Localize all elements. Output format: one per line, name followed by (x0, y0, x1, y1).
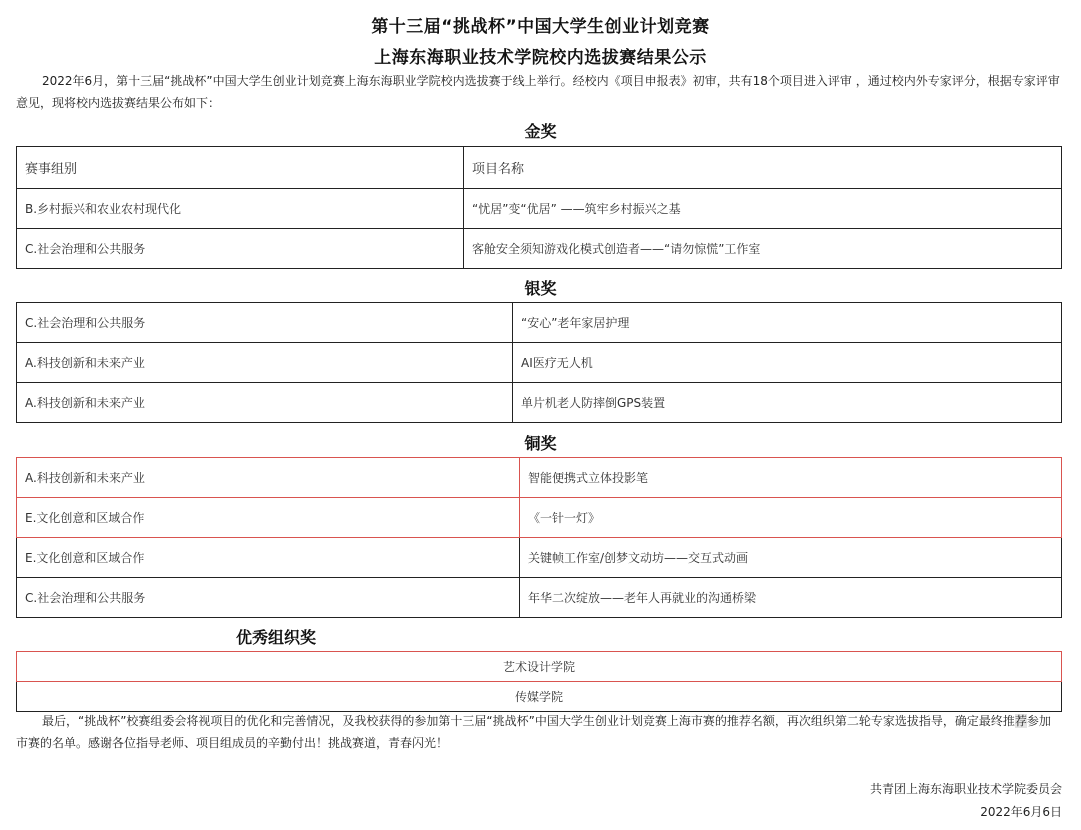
table-row (17, 498, 1062, 538)
page-title-line2: 上海东海职业技术学院校内选拔赛结果公示 (374, 48, 707, 68)
silver-award-table (16, 302, 1062, 423)
gold-award-heading: 金奖 (524, 122, 557, 141)
table-row (17, 652, 1062, 682)
page-title-line1: 第十三届“挑战杯”中国大学生创业计划竞赛 (371, 17, 710, 37)
closing-text-part1: 最后，“挑战杯”校赛组委会将视项目的优化和完善情况，及我校获得的参加第十三届“挑战杯”中国大学生创业计划竞赛上海市赛的推荐名额，再次组织第二轮专家选拔指导，确定最终推 (42, 714, 1015, 728)
signature-date: 2022年6月6日 (980, 805, 1062, 819)
table-row (17, 303, 1062, 343)
project-cell: 智能便携式立体投影笔 (520, 458, 1062, 498)
project-cell: 关键帧工作室/创梦文动坊——交互式动画 (520, 538, 1062, 578)
category-cell: E.文化创意和区域合作 (17, 498, 520, 538)
table-row (17, 682, 1062, 712)
excellent-org-table (16, 651, 1062, 712)
project-cell: AI医疗无人机 (513, 343, 1062, 383)
table-row (17, 189, 1062, 229)
project-cell: “安心”老年家居护理 (513, 303, 1062, 343)
category-cell: E.文化创意和区域合作 (17, 538, 520, 578)
table-row (17, 229, 1062, 269)
bronze-award-heading: 铜奖 (524, 434, 557, 453)
college-cell: 传媒学院 (17, 682, 1062, 712)
closing-paragraph (16, 710, 1062, 754)
gold-award-table (16, 146, 1062, 269)
closing-text-part2: 参加市赛的名单。感谢各位指导老师、项目组成员的辛勤付出！挑战赛道，青春闪光！ (16, 714, 1051, 750)
table-header-row (17, 147, 1062, 189)
signature-organization: 共青团上海东海职业技术学院委员会 (869, 782, 1062, 796)
intro-paragraph: 2022年6月，第十三届“挑战杯”中国大学生创业计划竞赛上海东海职业学院校内选拔赛于线上举行。经校内《项目申报表》初审，共有18个项目进入评审 ，通过校内外专家评分，根据专家评审意见，现将校内选拔赛结果公布如下： (16, 74, 1060, 110)
category-cell: C.社会治理和公共服务 (17, 229, 464, 269)
table-row (17, 538, 1062, 578)
category-cell: A.科技创新和未来产业 (17, 458, 520, 498)
category-cell: C.社会治理和公共服务 (17, 578, 520, 618)
project-cell: 客舱安全须知游戏化模式创造者——“请勿惊慌”工作室 (464, 229, 1062, 269)
project-cell: 单片机老人防摔倒GPS装置 (513, 383, 1062, 423)
project-cell: 年华二次绽放——老年人再就业的沟通桥梁 (520, 578, 1062, 618)
project-cell: 《一针一灯》 (520, 498, 1062, 538)
category-cell: C.社会治理和公共服务 (17, 303, 513, 343)
silver-award-heading: 银奖 (524, 279, 557, 298)
bronze-award-table (16, 457, 1062, 618)
header-project: 项目名称 (464, 147, 1062, 189)
project-cell: “忧居”变“优居” ——筑牢乡村振兴之基 (464, 189, 1062, 229)
table-row (17, 578, 1062, 618)
excellent-org-heading: 优秀组织奖 (236, 628, 317, 647)
category-cell: A.科技创新和未来产业 (17, 383, 513, 423)
table-row (17, 458, 1062, 498)
category-cell: A.科技创新和未来产业 (17, 343, 513, 383)
category-cell: B.乡村振兴和农业农村现代化 (17, 189, 464, 229)
table-row (17, 383, 1062, 423)
table-row (17, 343, 1062, 383)
header-category: 赛事组别 (17, 147, 464, 189)
selected-character: 荐 (1014, 714, 1027, 728)
college-cell: 艺术设计学院 (17, 652, 1062, 682)
